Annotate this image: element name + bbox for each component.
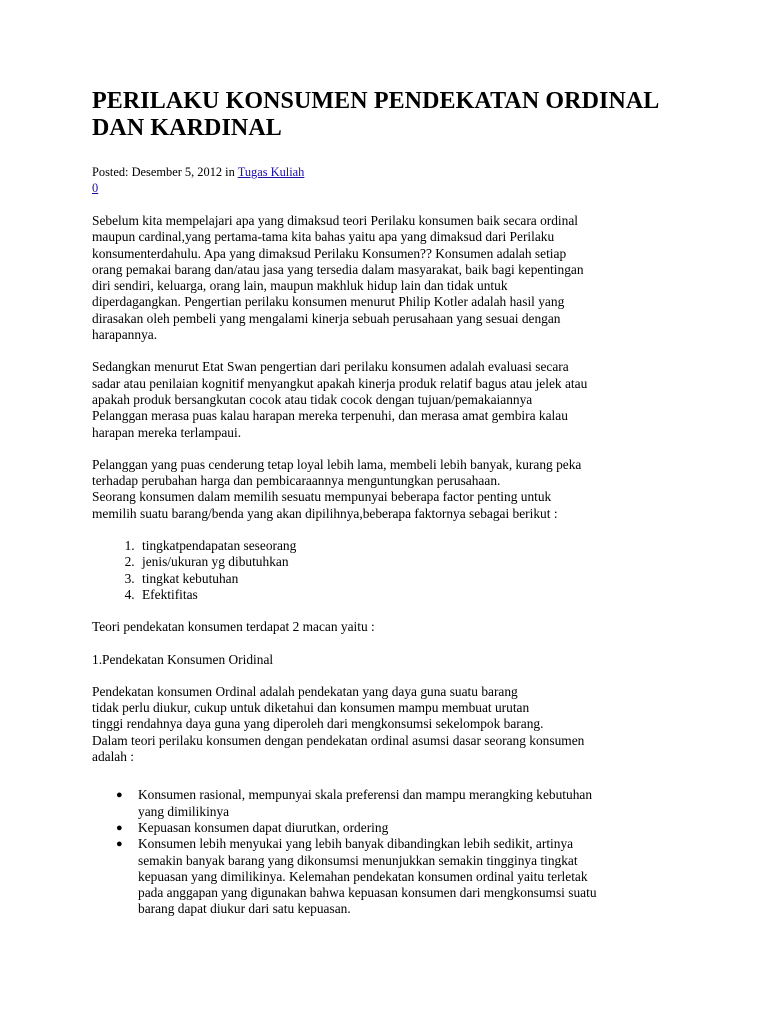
text-line: Sedangkan menurut Etat Swan pengertian dari perilaku konsumen adalah evaluasi secara <box>92 359 569 375</box>
text-line: kepuasan yang dimilikinya. Kelemahan pendekatan konsumen ordinal yaitu terletak <box>138 868 588 884</box>
factors-list <box>92 538 676 603</box>
text-line: orang pemakai barang dan/atau jasa yang tersedia dalam masyarakat, baik bagi kepentingan <box>92 261 584 277</box>
list-item: 3. tingkat kebutuhan <box>138 571 676 587</box>
text-line: semakin banyak barang yang dikonsumsi menunjukkan semakin tingginya tingkat <box>138 852 578 868</box>
text-line: Pelanggan merasa puas kalau harapan mereka terpenuhi, dan merasa amat gembira kalau <box>92 408 568 424</box>
text-line: yang dimilikinya <box>138 803 230 819</box>
text-line: Teori pendekatan konsumen terdapat 2 macan yaitu : <box>92 619 375 635</box>
text-line: terhadap perubahan harga dan pembicaraannya menguntungkan perusahaan. <box>92 473 501 489</box>
list-item: 4. Efektifitas <box>138 587 676 603</box>
text-line: memilih suatu barang/benda yang akan dipilihnya,beberapa faktornya sebagai berikut : <box>92 505 558 521</box>
text-line: dirasakan oleh pembeli yang mengalami kinerja sebuah perusahaan yang sesuai dengan <box>92 310 561 326</box>
text-line: diri sendiri, keluarga, orang lain, maupun makhluk hidup lain dan tidak untuk <box>92 278 508 294</box>
text-line: apakah produk bersangkutan cocok atau tidak cocok dengan tujuan/pemakaiannya <box>92 391 533 407</box>
list-item <box>116 787 676 820</box>
bullet-dot-icon: ● <box>116 789 123 802</box>
text-line: tidak perlu diukur, cukup untuk diketahui dan konsumen mampu membuat urutan <box>92 700 530 716</box>
paragraph-theory <box>92 619 676 635</box>
post-meta <box>92 164 676 180</box>
list-item <box>116 836 676 917</box>
paragraph-loyalty <box>92 457 676 522</box>
text-line: Sebelum kita mempelajari apa yang dimaksud teori Perilaku konsumen baik secara ordinal <box>92 213 579 228</box>
assumption-text <box>138 787 676 820</box>
text-line: tinggi rendahnya daya guna yang diperoleh dari mengkonsumsi sekelompok barang. <box>92 716 544 732</box>
text-line: Kepuasan konsumen dapat diurutkan, ordering <box>138 819 389 835</box>
list-item <box>116 819 676 836</box>
text-line: pada anggapan yang digunakan bahwa kepuasan konsumen dari mengkonsumsi suatu <box>138 885 597 901</box>
text-line: harapannya. <box>92 327 158 343</box>
posted-date: Posted: Desember 5, 2012 in <box>92 165 238 179</box>
text-line: Konsumen rasional, mempunyai skala preferensi dan mampu merangking kebutuhan <box>138 787 593 803</box>
assumption-text <box>138 820 676 836</box>
text-line: sadar atau penilaian kognitif menyangkut apakah kinerja produk relatif bagus atau jelek atau <box>92 375 588 391</box>
text-line: maupun cardinal,yang pertama-tama kita bahas yaitu apa yang dimaksud dari Perilaku <box>92 229 555 245</box>
text-line: adalah : <box>92 749 135 765</box>
paragraph-etat-swan <box>92 359 676 440</box>
text-line: harapan mereka terlampaui. <box>92 424 242 440</box>
assumption-text <box>138 836 676 917</box>
comments-link[interactable]: 0 <box>92 181 99 195</box>
paragraph-intro <box>92 213 676 343</box>
section-heading-ordinal <box>92 652 676 668</box>
text-line: konsumenterdahulu. Apa yang dimaksud Perilaku Konsumen?? Konsumen adalah setiap <box>92 245 567 261</box>
category-link[interactable]: Tugas Kuliah <box>237 165 305 179</box>
paragraph-ordinal <box>92 684 676 765</box>
text-line: diperdagangkan. Pengertian perilaku konsumen menurut Philip Kotler adalah hasil yang <box>92 294 565 310</box>
list-item: 1. tingkatpendapatan seseorang <box>138 538 676 554</box>
article-title: PERILAKU KONSUMEN PENDEKATAN ORDINAL DAN KARDINAL <box>92 88 659 141</box>
text-line: 1.Pendekatan Konsumen Oridinal <box>92 651 274 667</box>
text-line: Pendekatan konsumen Ordinal adalah pendekatan yang daya guna suatu barang <box>92 683 518 699</box>
bullet-dot-icon: ● <box>116 838 123 851</box>
bullet-dot-icon: ● <box>116 821 123 834</box>
text-line: Konsumen lebih menyukai yang lebih banyak dibandingkan lebih sedikit, artinya <box>138 836 574 852</box>
assumptions-list <box>92 787 676 917</box>
list-item: 2. jenis/ukuran yg dibutuhkan <box>138 554 676 570</box>
text-line: Pelanggan yang puas cenderung tetap loyal lebih lama, membeli lebih banyak, kurang peka <box>92 456 582 472</box>
text-line: Dalam teori perilaku konsumen dengan pendekatan ordinal asumsi dasar seorang konsumen <box>92 732 585 748</box>
text-line: Seorang konsumen dalam memilih sesuatu mempunyai beberapa factor penting untuk <box>92 489 552 505</box>
comments-count <box>92 180 676 196</box>
text-line: barang dapat diukur dari satu kepuasan. <box>138 901 351 917</box>
